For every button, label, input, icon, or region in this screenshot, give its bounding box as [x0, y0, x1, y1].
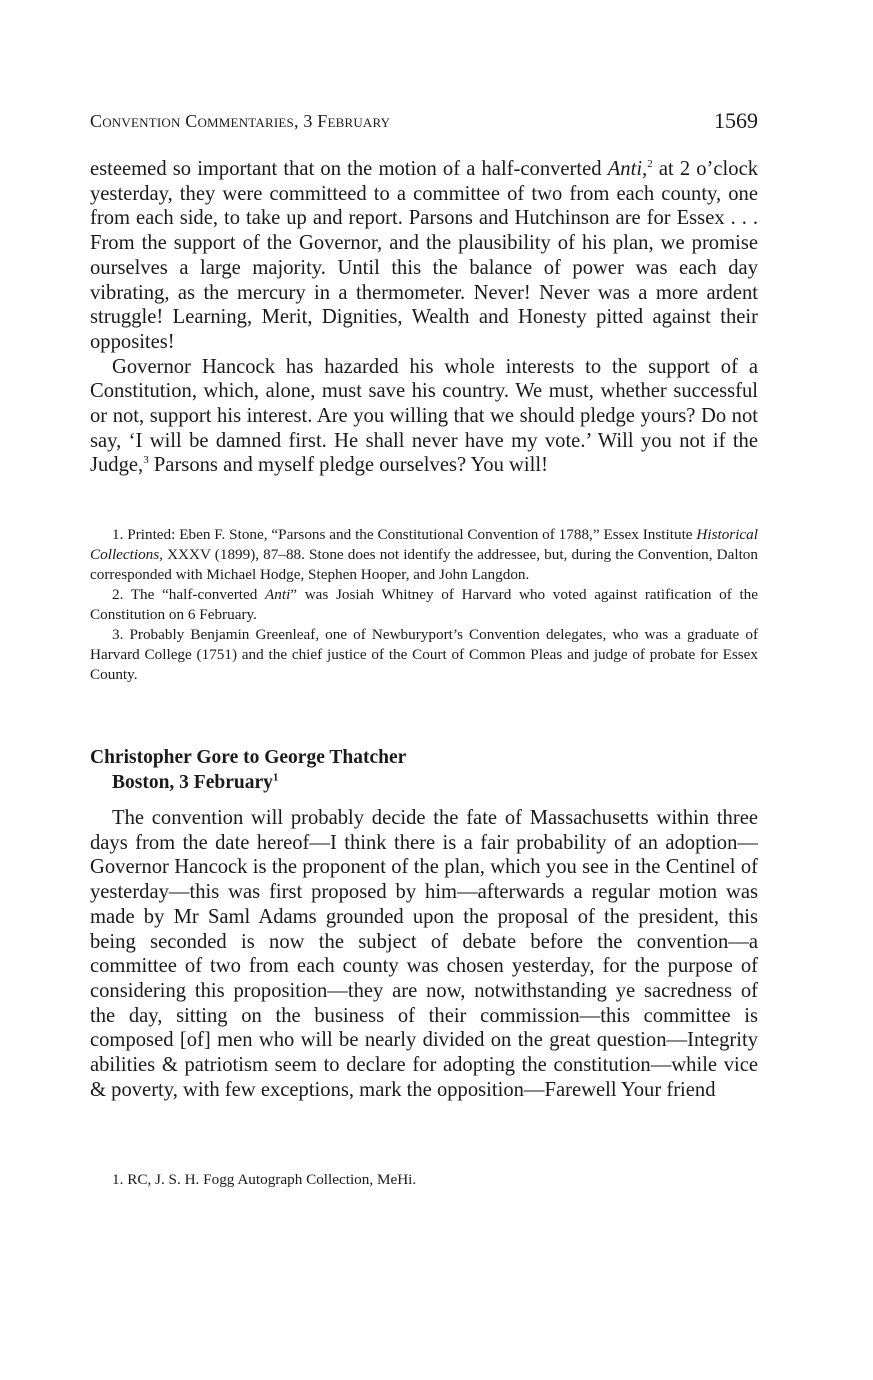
- footnote-3: 3. Probably Benjamin Greenleaf, one of Newburyport’s Convention delegates, who was a graduate of Harvard College (1751) and the chief justice of the Court of Common Pleas and judge of probate for Essex County.: [90, 626, 758, 683]
- page-number: 1569: [714, 108, 758, 133]
- running-head: [90, 108, 758, 134]
- footnote-2: 2. The “half-converted Anti” was Josiah Whitney of Harvard who voted against ratification of the Constitution on 6 February.: [90, 586, 759, 623]
- running-head-title: Convention Commentaries, 3 February: [90, 111, 391, 131]
- footnote-ref-1: 1: [272, 771, 279, 784]
- paragraph: esteemed so important that on the motion of a half-converted Anti,$^2$ at 2 o’clock yesterday, they were committeed to a committee of two from each county, one from each side, to take up and report. Parsons and Hutchinson are for Essex . . . From the support of the Governor, and the plausibility of his plan, we promise ourselves a large majority. Until this the balance of power was each day vibrating, as the mercury in a thermometer. Never! Never was a more ardent struggle! Learning, Merit, Dignities, Wealth and Honesty pitted against their opposites!: [90, 158, 759, 353]
- paragraph: The convention will probably decide the fate of Massachusetts within three days from the date hereof—I think there is a fair probability of an adoption—Governor Hancock is the proponent of the plan, which you see in the Centinel of yesterday—this was first proposed by him—afterwards a regular motion was made by Mr Saml Adams grounded upon the proposal of the president, this being seconded is now the subject of debate before the convention—a committee of two from each county was chosen yesterday, for the purpose of considering this proposition—they are now, notwithstanding ye sacredness of the day, sitting on the business of their commission—this committee is composed [of] men who will be nearly divided on the great question—Integrity abilities & patriotism seem to declare for adopting the constitution—while vice & poverty, with few exceptions, mark the opposition—Farewell Your friend: [90, 807, 758, 1101]
- letter-body: [90, 806, 758, 1102]
- footnote-1: 1. Printed: Eben F. Stone, “Parsons and the Constitutional Convention of 1788,” Essex Institute Historical Collections, XXXV (1899), 87–88. Stone does not identify the addressee, but, during the Convention, Dalton corresponded with Michael Hodge, Stephen Hooper, and John Langdon.: [90, 526, 758, 583]
- letter-continuation: [90, 157, 758, 478]
- footnote-ref-2: 2: [647, 158, 653, 171]
- footnote-1: 1. RC, J. S. H. Fogg Autograph Collection, MeHi.: [112, 1171, 417, 1188]
- footnote-ref-3: 3: [143, 454, 149, 467]
- heading-line-2: Boston, 3 February$^1$: [112, 771, 279, 793]
- heading-line-1: Christopher Gore to George Thatcher: [90, 747, 407, 768]
- italic-anti: Anti,: [607, 158, 648, 180]
- footnotes-letter2: [90, 1170, 758, 1190]
- footnotes-letter1: [90, 525, 758, 685]
- paragraph: Governor Hancock has hazarded his whole interests to the support of a Constitution, which, alone, must save his country. We must, whether successful or not, support his interest. Are you willing that we should pledge yours? Do not say, ‘I will be damned first. He shall never have my vote.’ Will you not if the Judge,$^3$ Parsons and myself pledge ourselves? You will!: [90, 355, 758, 477]
- letter-heading: [90, 745, 758, 795]
